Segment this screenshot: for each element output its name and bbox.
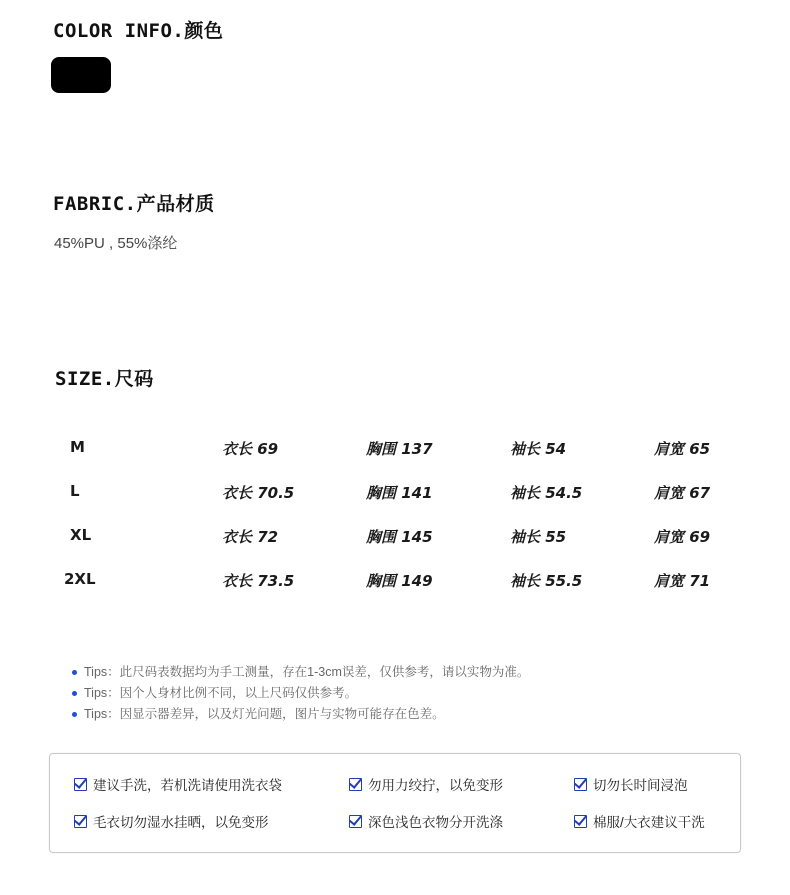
checkbox-checked-icon [574, 815, 587, 828]
bullet-dot-icon [72, 691, 77, 696]
care-text: 建议手洗，若机洗请使用洗衣袋 [93, 778, 282, 793]
shoulder-value: 肩宽 69 [654, 528, 711, 546]
bullet-dot-icon [72, 670, 77, 675]
care-text: 切勿长时间浸泡 [593, 778, 688, 793]
checkbox-checked-icon [574, 778, 587, 791]
shoulder-value: 肩宽 71 [654, 572, 711, 590]
care-item [349, 776, 503, 796]
length-value: 衣长 72 [222, 528, 279, 546]
care-instructions-box [49, 753, 741, 853]
chest-value: 胸围 141 [366, 484, 433, 502]
size-row [0, 526, 790, 556]
chest-value: 胸围 145 [366, 528, 433, 546]
length-value: 衣长 70.5 [222, 484, 295, 502]
care-text: 毛衣切勿湿水挂晒，以免变形 [93, 815, 269, 830]
tip-text: Tips：此尺码表数据均为手工测量，存在1-3cm误差，仅供参考，请以实物为准。 [84, 665, 530, 679]
sleeve-value: 袖长 55 [510, 528, 567, 546]
tip-text: Tips：因显示器差异，以及灯光问题，图片与实物可能存在色差。 [84, 707, 445, 721]
care-item [349, 813, 503, 833]
checkbox-checked-icon [349, 815, 362, 828]
size-label: L [70, 482, 80, 500]
shoulder-value: 肩宽 67 [654, 484, 711, 502]
shoulder-value: 肩宽 65 [654, 440, 711, 458]
care-text: 勿用力绞拧，以免变形 [368, 778, 503, 793]
sleeve-value: 袖长 54.5 [510, 484, 583, 502]
tip-text: Tips：因个人身材比例不同，以上尺码仅供参考。 [84, 686, 358, 700]
length-value: 衣长 69 [222, 440, 279, 458]
length-value: 衣长 73.5 [222, 572, 295, 590]
size-row [0, 570, 790, 600]
tips-list [72, 662, 529, 725]
color-info-title: COLOR INFO.颜色 [53, 20, 224, 42]
care-text: 棉服/大衣建议干洗 [593, 815, 705, 830]
size-label: XL [70, 526, 92, 544]
bullet-dot-icon [72, 712, 77, 717]
sleeve-value: 袖长 54 [510, 440, 567, 458]
care-text: 深色浅色衣物分开洗涤 [368, 815, 503, 830]
chest-value: 胸围 149 [366, 572, 433, 590]
care-item [74, 813, 269, 833]
care-item [74, 776, 282, 796]
size-row [0, 482, 790, 512]
chest-value: 胸围 137 [366, 440, 433, 458]
size-label: M [70, 438, 85, 456]
size-label: 2XL [64, 570, 96, 588]
sleeve-value: 袖长 55.5 [510, 572, 583, 590]
care-item [574, 813, 705, 833]
fabric-composition: 45%PU , 55%涤纶 [54, 235, 178, 252]
fabric-title: FABRIC.产品材质 [53, 193, 215, 215]
color-swatch-black[interactable] [51, 57, 111, 93]
list-item [72, 683, 529, 704]
checkbox-checked-icon [349, 778, 362, 791]
list-item [72, 662, 529, 683]
checkbox-checked-icon [74, 815, 87, 828]
list-item [72, 704, 529, 725]
care-item [574, 776, 688, 796]
size-row [0, 438, 790, 468]
checkbox-checked-icon [74, 778, 87, 791]
size-title: SIZE.尺码 [55, 368, 154, 390]
